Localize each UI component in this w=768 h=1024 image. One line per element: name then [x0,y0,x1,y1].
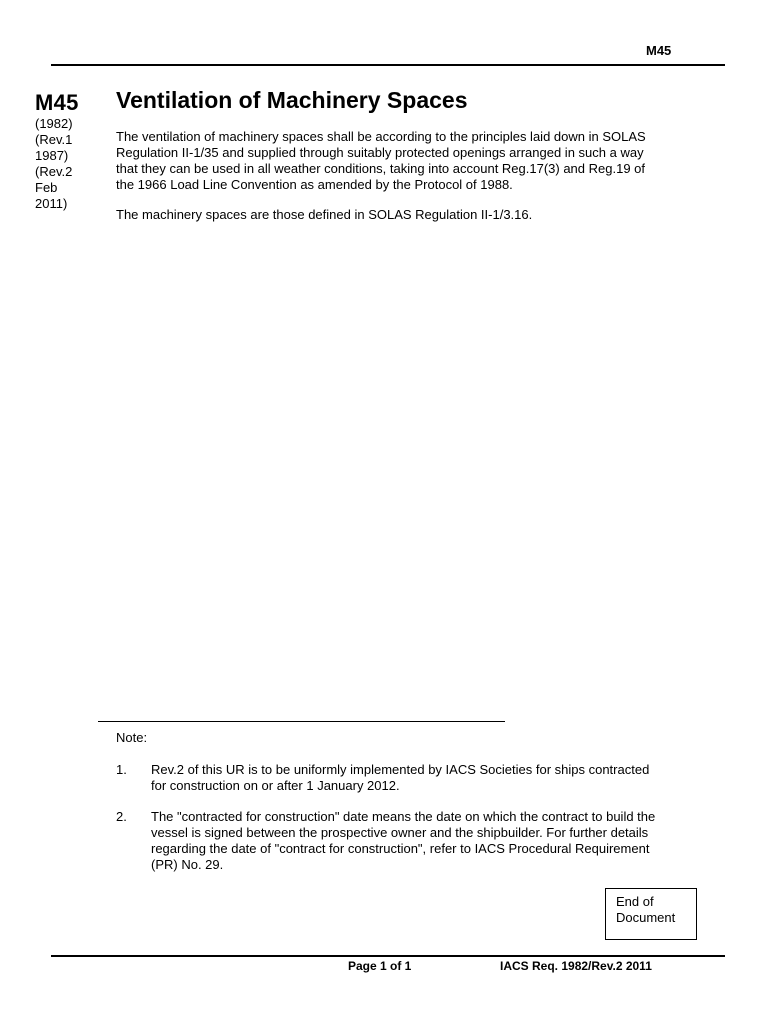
footer-reference: IACS Req. 1982/Rev.2 2011 [500,959,652,973]
revision-history [35,116,105,212]
end-of-document-box [605,888,697,940]
revision-history-line: (Rev.1 [35,132,73,147]
header-code: M45 [646,43,672,58]
note-number: 2. [116,809,127,824]
end-of-document-line: End of [616,894,654,909]
note-line: regarding the date of "contract for construction", refer to IACS Procedural Requirement [151,841,650,856]
header-rule [51,64,725,66]
document-title: Ventilation of Machinery Spaces [116,87,468,113]
body-paragraph-1 [116,129,696,193]
paragraph-line: that they can be used in all weather conditions, taking into account Reg.17(3) and Reg.19 of [116,161,646,176]
note-number: 1. [116,762,127,777]
body-paragraph-2 [116,207,696,223]
footer-rule [51,955,725,957]
paragraph-line: The machinery spaces are those defined in SOLAS Regulation II-1/3.16. [116,207,533,222]
footer-page-number: Page 1 of 1 [348,959,412,973]
paragraph-line: Regulation II-1/35 and supplied through suitably protected openings arranged in such a way [116,145,644,160]
note-text [151,762,649,794]
revision-history-line: 1987) [35,148,69,163]
note-heading: Note: [116,730,148,745]
paragraph-line: The ventilation of machinery spaces shall be according to the principles laid down in SOLAS [116,129,646,144]
revision-history-line: (Rev.2 [35,164,73,179]
note-line: Rev.2 of this UR is to be uniformly implemented by IACS Societies for ships contracted [151,762,650,777]
note-text [151,809,655,873]
note-line: for construction on or after 1 January 2012. [151,778,400,793]
paragraph-line: the 1966 Load Line Convention as amended by the Protocol of 1988. [116,177,513,192]
note-line: vessel is signed between the prospective owner and the shipbuilder. For further details [151,825,649,840]
revision-history-line: 2011) [35,196,68,211]
revision-history-line: (1982) [35,116,73,131]
note-line: (PR) No. 29. [151,857,224,872]
note-separator-rule [98,721,505,722]
revision-history-line: Feb [35,180,58,195]
requirement-code: M45 [35,90,79,115]
end-of-document-line: Document [616,910,676,925]
note-line: The "contracted for construction" date means the date on which the contract to build the [151,809,656,824]
